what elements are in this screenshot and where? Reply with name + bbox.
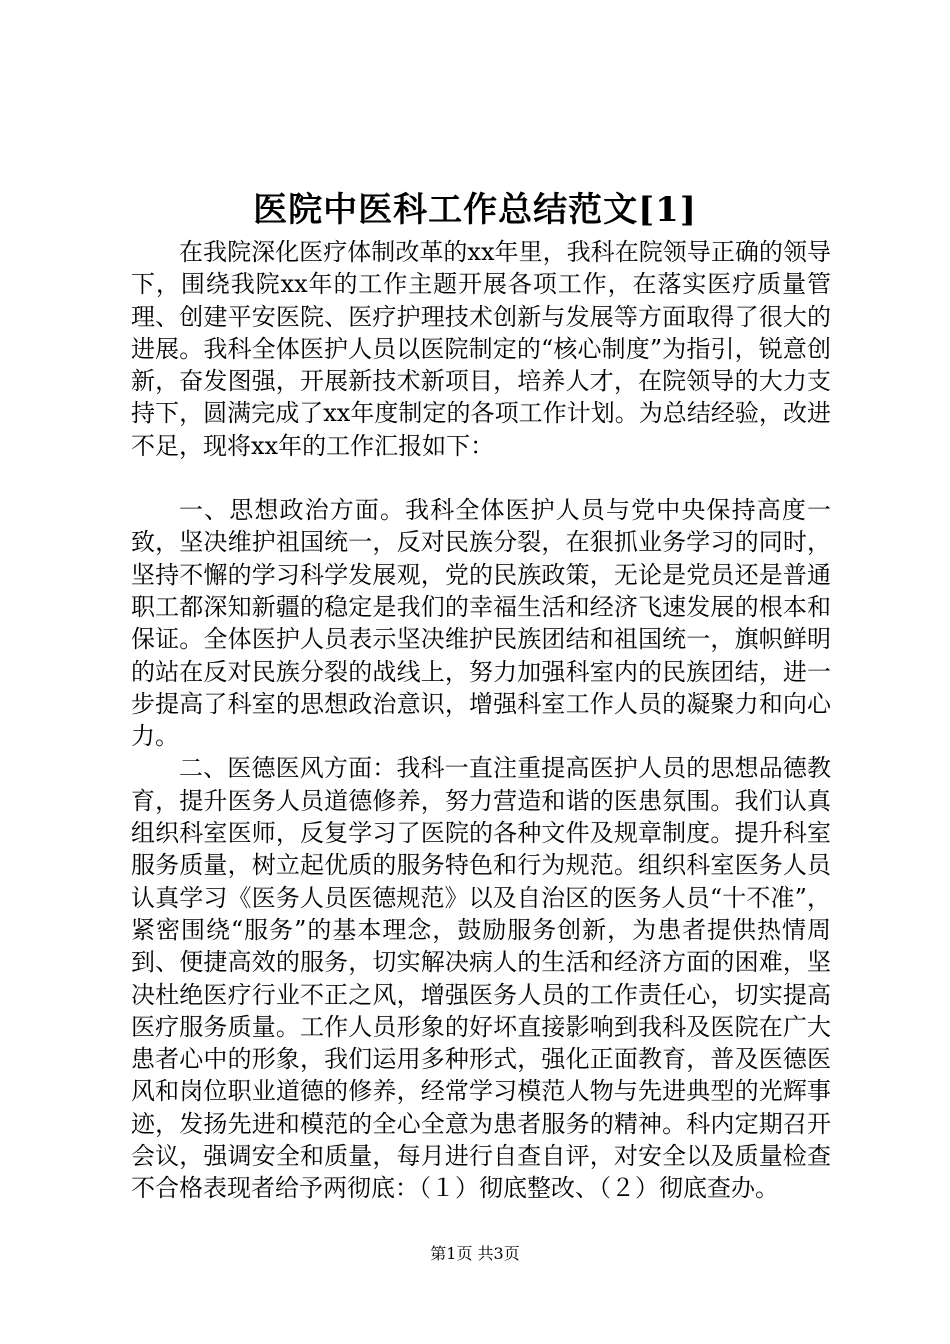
paragraph-political: 一、思想政治方面。我科全体医护人员与党中央保持高度一致，坚决维护祖国统一，反对民族分裂，在狠抓业务学习的同时，坚持不懈的学习科学发展观，党的民族政策，无论是党员还是普通职工都深知新疆的稳定是我们的幸福生活和经济飞速发展的根本和保证。全体医护人员表示坚决维护民族团结和祖国统一，旗帜鲜明的站在反对民族分裂的战线上，努力加强科室内的民族团结，进一步提高了科室的思想政治意识，增强科室工作人员的凝聚力和向心力。 <box>131 496 831 751</box>
paragraph-intro: 在我院深化医疗体制改革的xx年里，我科在院领导正确的领导下，围绕我院xx年的工作主题开展各项工作，在落实医疗质量管理、创建平安医院、医疗护理技术创新与发展等方面取得了很大的进展。我科全体医护人员以医院制定的“核心制度”为指引，锐意创新，奋发图强，开展新技术新项目，培养人才，在院领导的大力支持下，圆满完成了xx年度制定的各项工作计划。为总结经验，改进不足，现将xx年的工作汇报如下： <box>131 238 831 460</box>
document-title: 医院中医科工作总结范文[1] <box>253 190 697 230</box>
document-body <box>131 236 831 1205</box>
paragraph-ethics: 二、医德医风方面：我科一直注重提高医护人员的思想品德教育，提升医务人员道德修养，努力营造和谐的医患氛围。我们认真组织科室医师，反复学习了医院的各种文件及规章制度。提升科室服务质量，树立起优质的服务特色和行为规范。组织科室医务人员认真学习《医务人员医德规范》以及自治区的医务人员“十不准”，紧密围绕“服务”的基本理念，鼓励服务创新，为患者提供热情周到、便捷高效的服务，切实解决病人的生活和经济方面的困难，坚决杜绝医疗行业不正之风，增强医务人员的工作责任心，切实提高医疗服务质量。工作人员形象的好坏直接影响到我科及医院在广大患者心中的形象，我们运用多种形式，强化正面教育，普及医德医风和岗位职业道德的修养，经常学习模范人物与先进典型的光辉事迹，发扬先进和模范的全心全意为患者服务的精神。科内定期召开会议，强调安全和质量，每月进行自查自评，对安全以及质量检查不合格表现者给予两彻底：（１）彻底整改、（２）彻底查办。 <box>131 754 831 1203</box>
page-number-footer: 第1页 共3页 <box>430 1244 520 1263</box>
